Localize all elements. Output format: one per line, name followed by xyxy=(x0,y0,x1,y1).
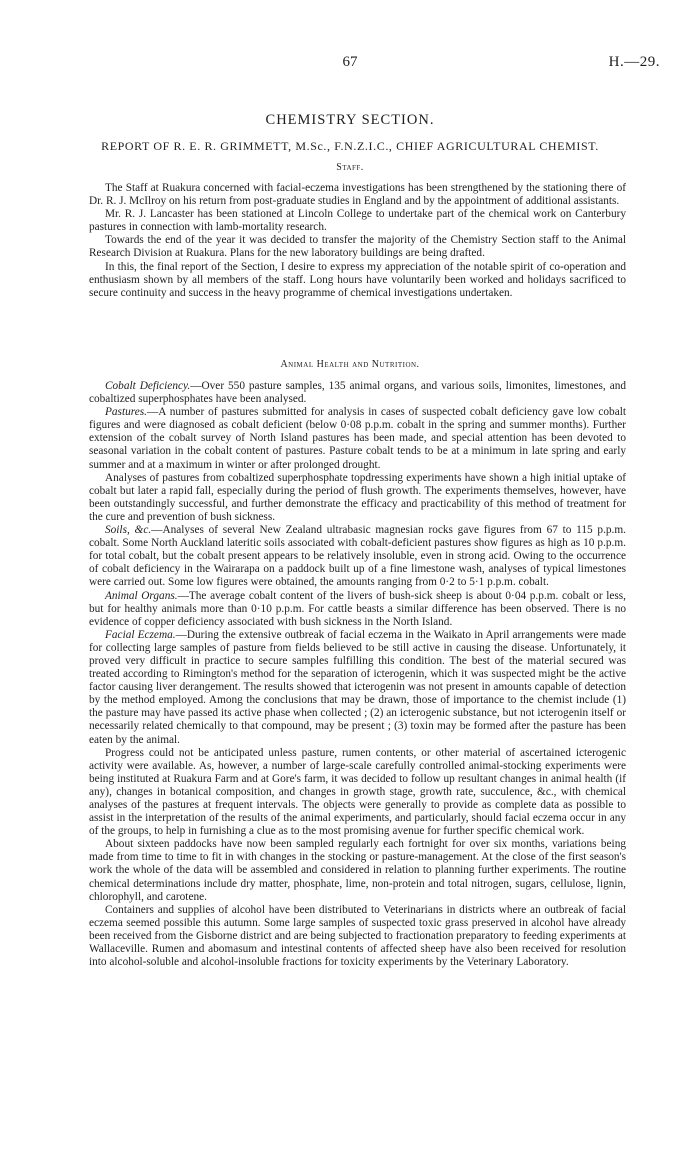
paragraph: Animal Organs.—The average cobalt content of the livers of bush-sick sheep is about 0·04 p.p.m. cobalt or less, but for healthy animals more than 0·10 p.p.m. For cattle beasts a similar difference has been observed. There is no evidence of copper deficiency associated with bush sickness in the North Island. xyxy=(89,589,627,628)
paragraph: The Staff at Ruakura concerned with facial-eczema investigations has been strengthened by the stationing there of Dr. R. J. McIlroy on his return from post-graduate studies in England and by the appointment of additional assistants. xyxy=(89,182,626,208)
paragraph: Analyses of pastures from cobaltized superphosphate topdressing experiments have shown a high initial uptake of cobalt but later a rapid fall, especially during the period of flush growth. The experiments themselves, however, have been outstandingly successful, and further demonstrate the efficacy and practicability of this method of treatment for the cure and prevention of bush sickness. xyxy=(89,471,626,523)
paragraph: Cobalt Deficiency.—Over 550 pasture samples, 135 animal organs, and various soils, limonites, limestones, and cobaltized superphosphates have been analysed. xyxy=(89,380,627,406)
paragraph: Mr. R. J. Lancaster has been stationed at Lincoln College to undertake part of the chemical work on Canterbury pastures in connection with lamb-mortality research. xyxy=(89,208,626,234)
section-title: CHEMISTRY SECTION. xyxy=(265,112,435,128)
animal-health-heading: Animal Health and Nutrition. xyxy=(280,359,420,370)
paragraph-lead: Soils, &c. xyxy=(105,524,152,537)
paragraph: Towards the end of the year it was decided to transfer the majority of the Chemistry Section staff to the Animal Research Division at Ruakura. Plans for the new laboratory buildings are being drafted. xyxy=(89,234,626,260)
paragraph-lead: Animal Organs. xyxy=(105,589,178,602)
paragraph-lead: Pastures. xyxy=(105,406,147,419)
paragraph: Facial Eczema.—During the extensive outbreak of facial eczema in the Waikato in April arrangements were made for collecting large samples of pasture from fields believed to be still active in causing the disease. Unfortunately, it proved very difficult in practice to secure samples fulfilling this condition. The best of the material secured was treated according to Rimington's method for the separation of icterogenin, which it was suspected might be the active factor causing liver derangement. The results showed that icterogenin was not present in amounts capable of detection by the method employed. Among the conclusions that may be drawn, those of importance to the chemist include (1) the pasture may have passed its active phase when collected ; (2) an icterogenic substance, but not icterogenin itself or necessarily related chemically to that compound, may be present ; (3) toxin may be formed after the pasture has been eaten by the animal. xyxy=(89,628,626,746)
paragraph-lead: Facial Eczema. xyxy=(105,628,176,641)
paragraph: Progress could not be anticipated unless pasture, rumen contents, or other material of ascertained icterogenic activity were available. As, however, a number of large-scale carefully controlled animal-stocking experiments were being instituted at Ruakura Farm and at Gore's farm, it was decided to follow up resultant changes in animal health (if any), changes in botanical composition, and changes in growth stage, growth rate, succulence, &c., with chemical analyses of the pastures at frequent intervals. The objects were generally to provide as complete data as possible to assist in the interpretation of the results of the animal experiments, and particularly, should facial eczema occur in any of the groups, to help in furnishing a clue as to the most promising avenue for further specific chemical work. xyxy=(89,746,626,838)
paragraph-lead: Cobalt Deficiency. xyxy=(105,380,191,392)
animal-health-section xyxy=(89,380,626,969)
paragraph: Soils, &c.—Analyses of several New Zealand ultrabasic magnesian rocks gave figures from 67 to 115 p.p.m. cobalt. Some North Auckland lateritic soils associated with cobalt-deficient pastures show figures as high as 10 p.p.m. for total cobalt, but the cobalt present appears to be relatively insoluble, even in strong acid. Owing to the occurrence of cobalt deficiency in the Wairarapa on a paddock built up of a fine limestone wash, analyses of typical limestones were carried out. Some low figures were obtained, the amounts ranging from 0·2 to 5·1 p.p.m. cobalt. xyxy=(89,524,626,589)
report-subtitle: REPORT OF R. E. R. GRIMMETT, M.Sc., F.N.Z.I.C., CHIEF AGRICULTURAL CHEMIST. xyxy=(101,139,599,153)
paragraph: Pastures.—A number of pastures submitted for analysis in cases of suspected cobalt deficiency gave low cobalt figures and were diagnosed as cobalt deficient (below 0·08 p.p.m. cobalt in the spring and summer months). Further extension of the cobalt survey of North Island pastures has been made, and special attention has been devoted to seasonal variation in the cobalt content of pastures. Pasture cobalt tends to be at a minimum in late spring and early summer and at a maximum in winter or after prolonged drought. xyxy=(89,406,626,471)
document-reference: H.—29. xyxy=(608,54,660,70)
staff-heading: Staff. xyxy=(336,162,364,173)
paragraph: About sixteen paddocks have now been sampled regularly each fortnight for over six months, variations being made from time to time to fit in with changes in the stocking or pasture-management. At the close of the first season's work the whole of the data will be assembled and considered in relation to planning further experiments. The routine chemical determinations include dry matter, phosphate, lime, non-protein and total nitrogen, sugars, cellulose, lignin, chlorophyll, and carotene. xyxy=(89,838,626,903)
paragraph: In this, the final report of the Section, I desire to express my appreciation of the notable spirit of co-operation and enthusiasm shown by all members of the staff. Long hours have voluntarily been worked and holidays sacrificed to secure continuity and success in the heavy programme of chemical investigations undertaken. xyxy=(89,260,626,299)
page-number: 67 xyxy=(342,54,358,70)
paragraph: Containers and supplies of alcohol have been distributed to Veterinarians in districts where an outbreak of facial eczema seemed possible this autumn. Some large samples of suspected toxic grass preserved in alcohol have already been received from the Gisborne district and are being subjected to fractionation preparatory to feeding experiments at Wallaceville. Rumen and abomasum and intestinal contents of affected sheep have also been received for resolution into alcohol-soluble and alcohol-insoluble fractions for toxicity experiments by the Veterinary Laboratory. xyxy=(89,903,626,969)
staff-section xyxy=(89,182,626,300)
